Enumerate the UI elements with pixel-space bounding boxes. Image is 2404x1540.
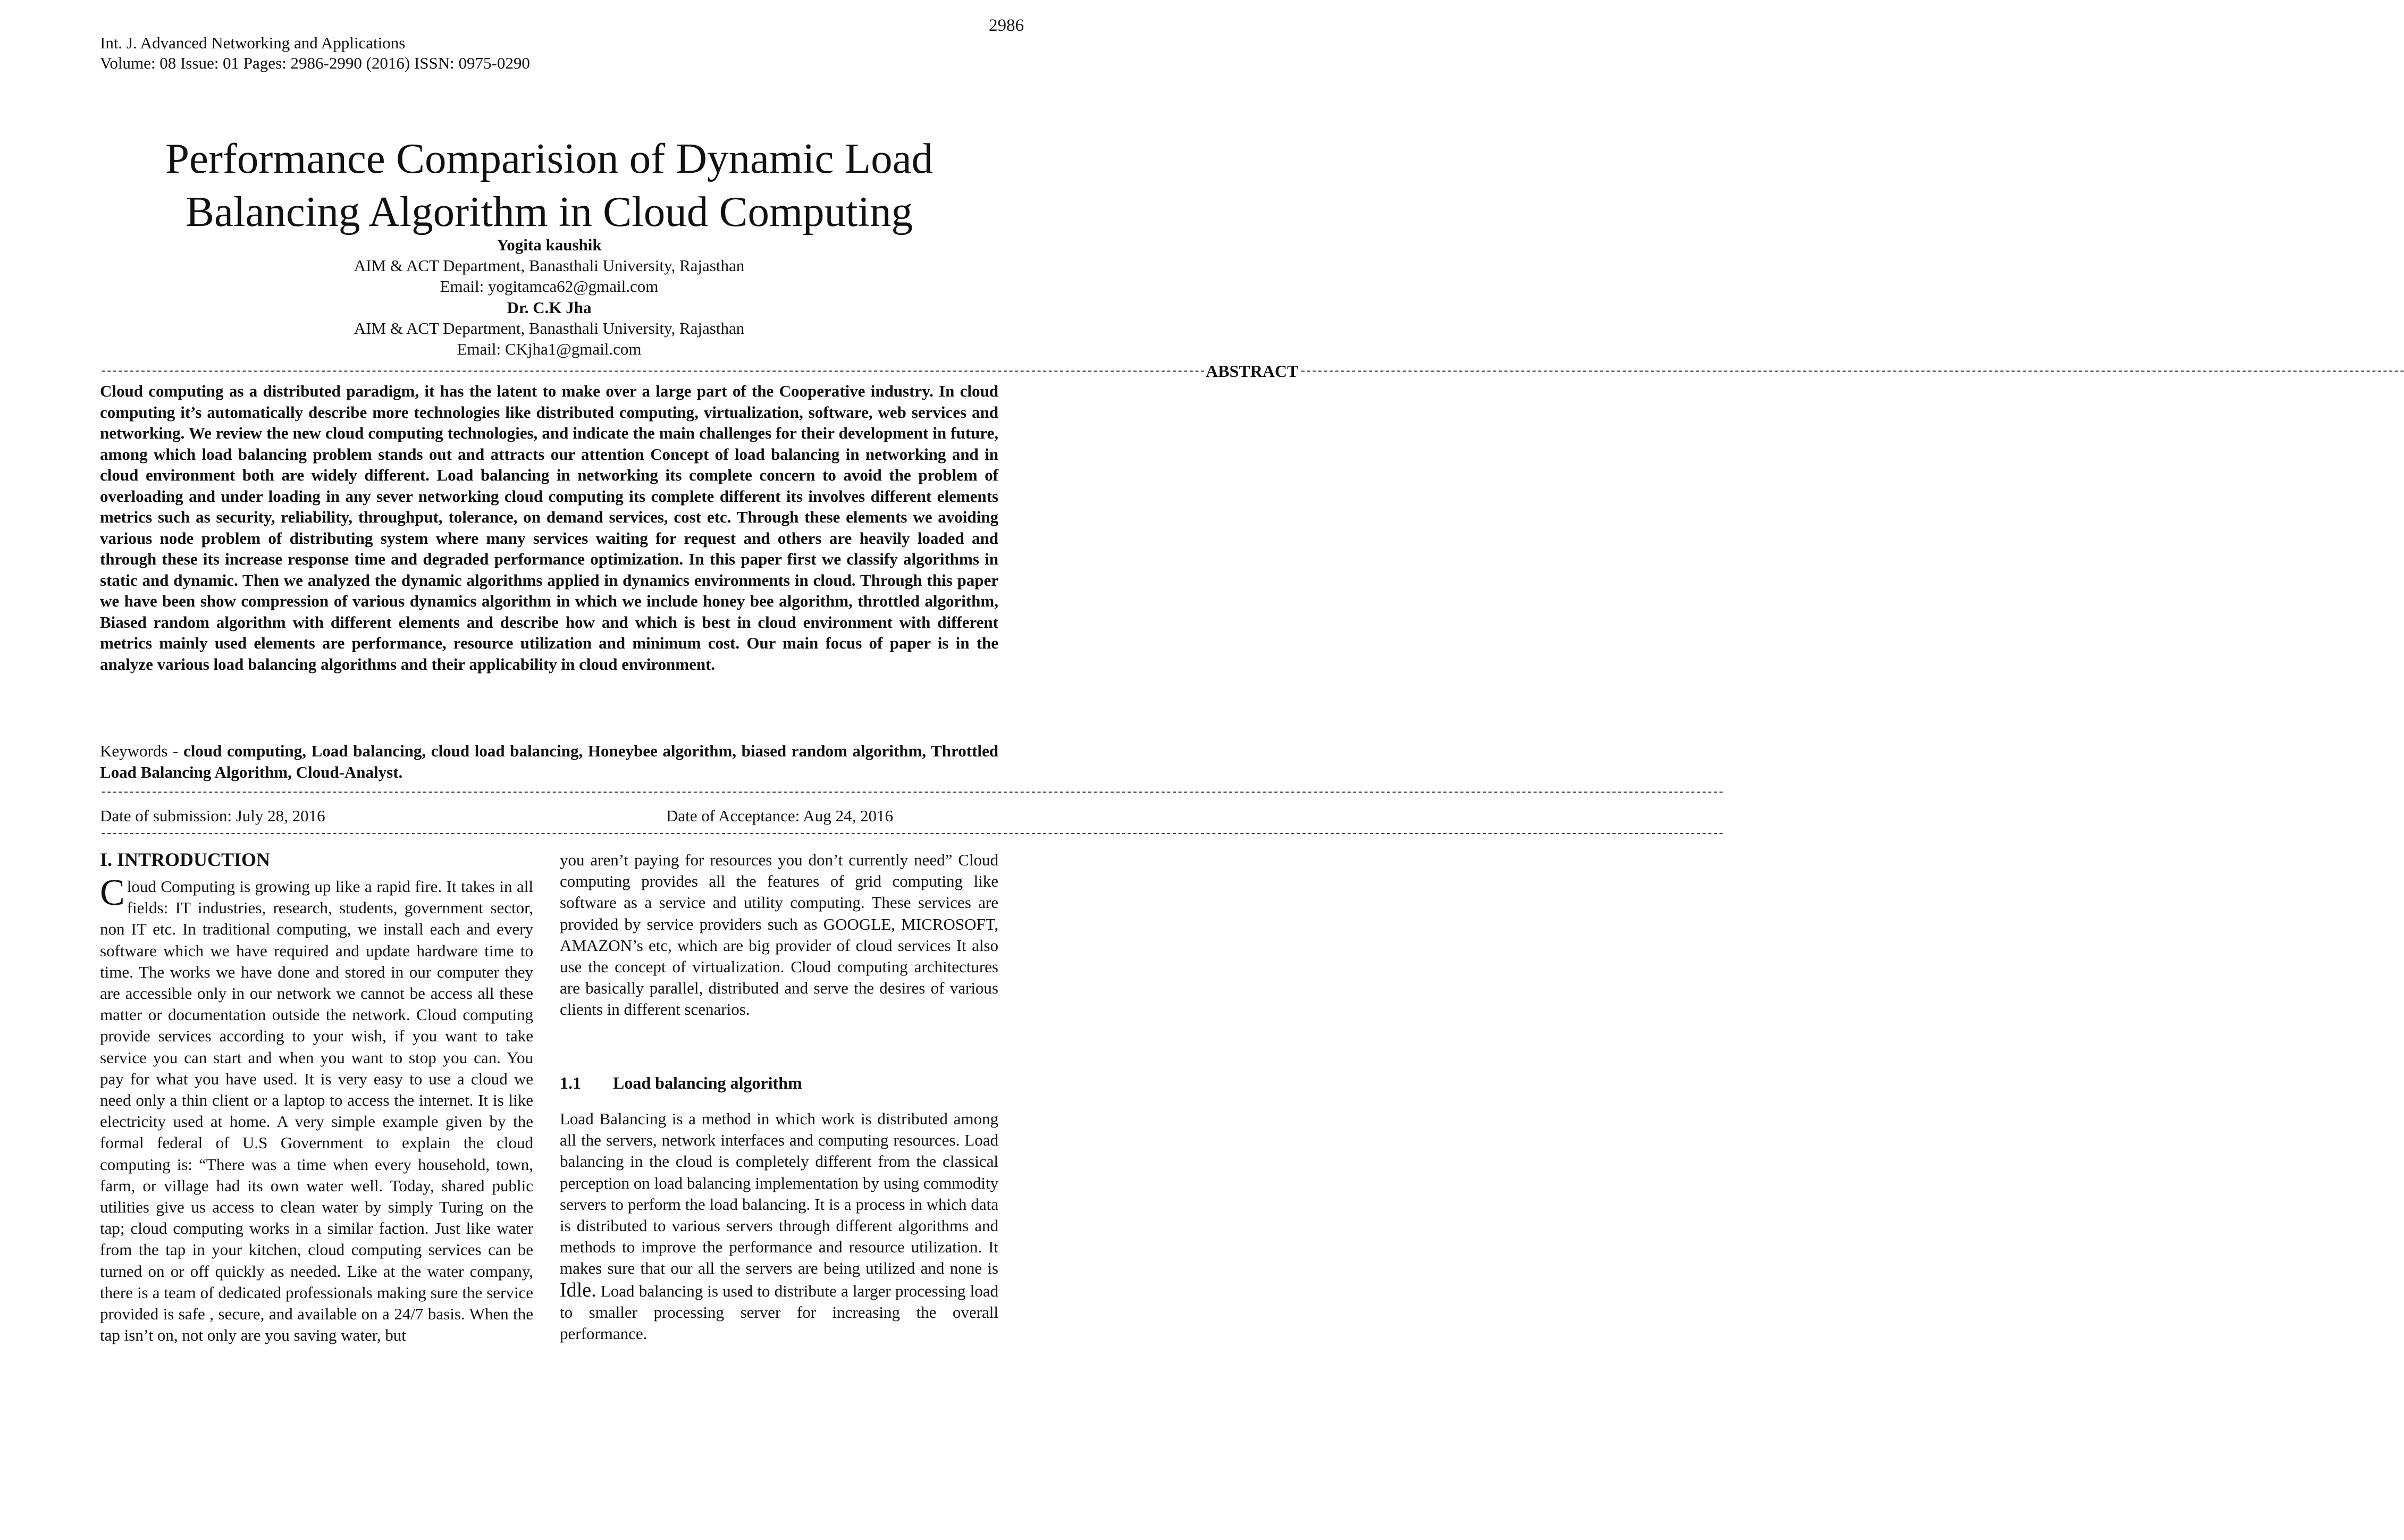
paper-title [100, 132, 998, 238]
idle-word: Idle. [560, 1278, 596, 1301]
abstract-heading-row [100, 360, 2404, 382]
acceptance-date: Date of Acceptance: Aug 24, 2016 [666, 806, 893, 825]
dashed-divider-right: ---------------------------------------------------------------------------------------------------------------------------------------------------------------------------------------------------- [1299, 364, 2404, 378]
load-balancing-text-before: Load Balancing is a method in which work is distributed among all the servers, network interfaces and computing resources. Load balancing in the cloud is completely different from the classical perception on load balancing implementation by using commodity servers to perform the load balancing. It is a process in which data is distributed to various servers through different algorithms and methods to improve the performance and resource utilization. It makes sure that our all the servers are being utilized and none is [560, 1109, 998, 1278]
subsection-title: Load balancing algorithm [613, 1073, 802, 1092]
paper-title-line-2: Balancing Algorithm in Cloud Computing [186, 188, 913, 235]
dashed-divider-top: ------------------------------------------------------------------------------------------------------------------------------------------------------------------------------------------------------------------------------------------------------------------------------------------------ [100, 786, 1724, 799]
introduction-left-column [100, 872, 533, 1346]
keywords-terms: cloud computing, Load balancing, cloud load balancing, Honeybee algorithm, biased random algorithm, Throttled Load Balancing Algorithm, Cloud-Analyst. [100, 742, 999, 781]
load-balancing-paragraph [560, 1108, 998, 1344]
introduction-heading: I. INTRODUCTION [100, 849, 271, 870]
drop-cap: C [100, 872, 125, 913]
keywords-label: Keywords - [100, 742, 184, 760]
paper-title-line-1: Performance Comparision of Dynamic Load [165, 134, 934, 182]
dashed-divider-bottom: ------------------------------------------------------------------------------------------------------------------------------------------------------------------------------------------------------------------------------------------------------------------------------------------------ [100, 827, 1724, 840]
author-1-affiliation: AIM & ACT Department, Banasthali University, Rajasthan [354, 256, 745, 275]
journal-name: Int. J. Advanced Networking and Applications [100, 33, 406, 52]
introduction-right-column: you aren’t paying for resources you don’t currently need” Cloud computing provides all the features of grid computing like software as a service and utility computing. These services are provided by service providers such as GOOGLE, MICROSOFT, AMAZON’s etc, which are big provider of cloud services It also use the concept of virtualization. Cloud computing architectures are basically parallel, distributed and serve the desires of various clients in different scenarios. [560, 851, 998, 1019]
introduction-left-text: loud Computing is growing up like a rapid fire. It takes in all fields: IT industries, research, students, government sector, non IT etc. In traditional computing, we install each and every software which we have required and update hardware time to time. The works we have done and stored in our computer they are accessible only in our network we cannot be access all these matter or documentation outside the network. Cloud computing provide services according to your wish, if you want to take service you can start and when you want to stop you can. You pay for what you have used. It is very easy to use a cloud we need only a thin client or a laptop to access the internet. It is like electricity used at home. A very simple example given by the formal federal of U.S Government to explain the cloud computing is: “There was a time when every household, town, farm, or village had its own water well. Today, shared public utilities give us access to clean water by simply Turing on the tap; cloud computing works in a similar faction. Just like water from the tap in your kitchen, cloud computing services can be turned on or off quickly as needed. Like at the water company, there is a team of dedicated professionals making sure the service provided is safe , secure, and available on a 24/7 basis. When the tap isn’t on, not only are you saving water, but [100, 877, 533, 1345]
subsection-heading [560, 1072, 802, 1093]
abstract-text: Cloud computing as a distributed paradigm, it has the latent to make over a large part of the Cooperative industry. In cloud computing it’s automatically describe more technologies like distributed computing, virtualization, software, web services and networking. We review the new cloud computing technologies, and indicate the main challenges for their development in future, among which load balancing problem stands out and attracts our attention Concept of load balancing in networking and in cloud environment both are widely different. Load balancing in networking its complete concern to avoid the problem of overloading and under loading in any sever networking cloud computing its complete different its involves different elements metrics such as security, reliability, throughput, tolerance, on demand services, cost etc. Through these elements we avoiding various node problem of distributing system where many services waiting for request and others are heavily loaded and through these its increase response time and degraded performance optimization. In this paper first we classify algorithms in static and dynamic. Then we analyzed the dynamic algorithms applied in dynamics environments in cloud. Through this paper we have been show compression of various dynamics algorithm in which we include honey bee algorithm, throttled algorithm, Biased random algorithm with different elements and describe how and which is best in cloud environment with different metrics mainly used elements are performance, resource utilization and minimum cost. Our main focus of paper is in the analyze various load balancing algorithms and their applicability in cloud environment. [100, 382, 998, 674]
author-2-affiliation: AIM & ACT Department, Banasthali University, Rajasthan [354, 319, 745, 338]
author-2-email: Email: CKjha1@gmail.com [457, 340, 642, 358]
load-balancing-text-after: Load balancing is used to distribute a larger processing load to smaller processing server for increasing the overall performance. [560, 1281, 998, 1343]
author-1-name: Yogita kaushik [497, 235, 602, 254]
author-1-email: Email: yogitamca62@gmail.com [440, 277, 659, 296]
page-number: 2986 [989, 16, 1024, 35]
author-2-name: Dr. C.K Jha [507, 298, 592, 317]
journal-volume-info: Volume: 08 Issue: 01 Pages: 2986-2990 (2016) ISSN: 0975-0290 [100, 54, 530, 72]
submission-date: Date of submission: July 28, 2016 [100, 806, 325, 825]
keywords [100, 740, 998, 783]
abstract-label: ABSTRACT [1206, 361, 1299, 381]
subsection-number: 1.1 [560, 1073, 581, 1092]
dashed-divider-left: ---------------------------------------------------------------------------------------------------------------------------------------------------------------------------------------------------- [100, 364, 1205, 378]
